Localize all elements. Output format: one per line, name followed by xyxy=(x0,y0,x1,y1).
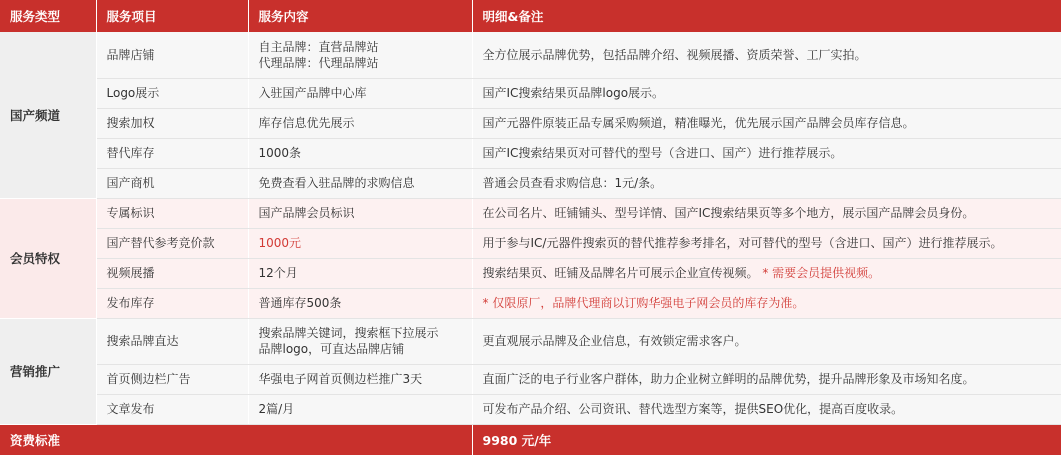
detail-note: 国产IC搜索结果页对可替代的型号（含进口、国产）进行推荐展示。 xyxy=(472,138,1061,168)
detail-note: 用于参与IC/元器件搜索页的替代推荐参考排名，对可替代的型号（含进口、国产）进行推荐展示。 xyxy=(472,228,1061,258)
detail-warning: * 需要会员提供视频。 xyxy=(762,266,881,280)
detail-note: 国产IC搜索结果页品牌logo展示。 xyxy=(472,78,1061,108)
service-content xyxy=(248,318,472,364)
pricing-footer-row xyxy=(0,424,1061,455)
table-row xyxy=(0,138,1061,168)
service-content: 1000条 xyxy=(248,138,472,168)
table-row xyxy=(0,108,1061,138)
pricing-label: 资费标准 xyxy=(0,424,472,455)
detail-note: 在公司名片、旺铺铺头、型号详情、国产IC搜索结果页等多个地方，展示国产品牌会员身份。 xyxy=(472,198,1061,228)
service-content-line: 自主品牌：直营品牌站 xyxy=(258,39,379,54)
service-item: 文章发布 xyxy=(96,394,248,424)
service-item: Logo展示 xyxy=(96,78,248,108)
table-row xyxy=(0,198,1061,228)
detail-note: 更直观展示品牌及企业信息，有效锁定需求客户。 xyxy=(472,318,1061,364)
service-content: 12个月 xyxy=(248,258,472,288)
service-item: 国产替代参考竞价款 xyxy=(96,228,248,258)
table-row xyxy=(0,288,1061,318)
service-item: 搜索品牌直达 xyxy=(96,318,248,364)
service-content: 入驻国产品牌中心库 xyxy=(248,78,472,108)
service-item: 国产商机 xyxy=(96,168,248,198)
detail-note: 全方位展示品牌优势，包括品牌介绍、视频展播、资质荣誉、工厂实拍。 xyxy=(472,32,1061,78)
header-service-type: 服务类型 xyxy=(0,0,96,32)
detail-note: 可发布产品介绍、公司资讯、替代选型方案等，提供SEO优化，提高百度收录。 xyxy=(472,394,1061,424)
table-row xyxy=(0,228,1061,258)
service-content-line: 品牌logo，可直达品牌店铺 xyxy=(258,342,405,356)
service-content: 华强电子网首页侧边栏推广3天 xyxy=(248,364,472,394)
category-label: 国产频道 xyxy=(0,32,96,198)
detail-note: 直面广泛的电子行业客户群体，助力企业树立鲜明的品牌优势，提升品牌形象及市场知名度。 xyxy=(472,364,1061,394)
service-item: 发布库存 xyxy=(96,288,248,318)
detail-text: 搜索结果页、旺铺及品牌名片可展示企业宣传视频。 xyxy=(482,266,759,280)
detail-note xyxy=(472,258,1061,288)
service-item: 首页侧边栏广告 xyxy=(96,364,248,394)
table-header-row xyxy=(0,0,1061,32)
service-content: 免费查看入驻品牌的求购信息 xyxy=(248,168,472,198)
service-item: 专属标识 xyxy=(96,198,248,228)
service-content-line: 搜索品牌关键词，搜索框下拉展示 xyxy=(258,326,439,340)
table-row xyxy=(0,78,1061,108)
service-content xyxy=(248,32,472,78)
table-row xyxy=(0,168,1061,198)
service-item: 替代库存 xyxy=(96,138,248,168)
service-item: 搜索加权 xyxy=(96,108,248,138)
table-row xyxy=(0,394,1061,424)
service-item: 视频展播 xyxy=(96,258,248,288)
service-content-line: 代理品牌：代理品牌站 xyxy=(258,55,379,70)
header-service-item: 服务项目 xyxy=(96,0,248,32)
header-service-content: 服务内容 xyxy=(248,0,472,32)
service-item: 品牌店铺 xyxy=(96,32,248,78)
service-content: 国产品牌会员标识 xyxy=(248,198,472,228)
service-content: 普通库存500条 xyxy=(248,288,472,318)
group-domestic-channel xyxy=(0,32,1061,198)
table-row xyxy=(0,318,1061,364)
group-marketing-promotion xyxy=(0,318,1061,424)
category-label: 营销推广 xyxy=(0,318,96,424)
detail-note: 普通会员查看求购信息：1元/条。 xyxy=(472,168,1061,198)
service-content: 库存信息优先展示 xyxy=(248,108,472,138)
service-content: 2篇/月 xyxy=(248,394,472,424)
table-row xyxy=(0,32,1061,78)
detail-note: 国产元器件原装正品专属采购频道，精准曝光，优先展示国产品牌会员库存信息。 xyxy=(472,108,1061,138)
header-detail-notes: 明细&备注 xyxy=(472,0,1061,32)
detail-warning: * 仅限原厂，品牌代理商以订购华强电子网会员的库存为准。 xyxy=(472,288,1061,318)
service-content-price: 1000元 xyxy=(248,228,472,258)
category-label: 会员特权 xyxy=(0,198,96,318)
table-row xyxy=(0,258,1061,288)
pricing-value: 9980 元/年 xyxy=(472,424,1061,455)
table-row xyxy=(0,364,1061,394)
group-member-privileges xyxy=(0,198,1061,318)
